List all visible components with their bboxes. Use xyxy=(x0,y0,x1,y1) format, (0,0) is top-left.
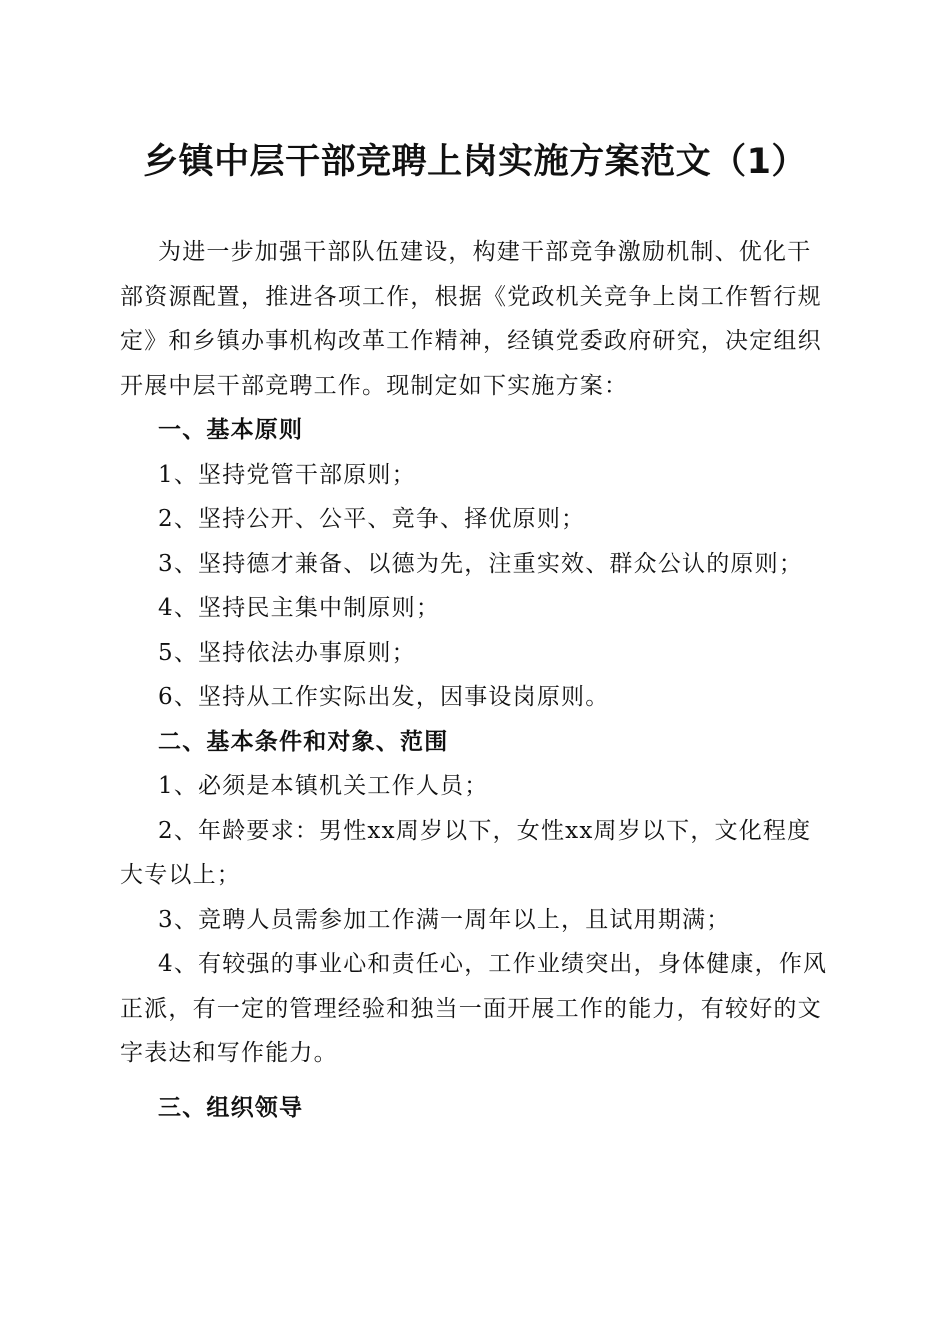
document-title: 乡镇中层干部竞聘上岗实施方案范文（1） xyxy=(143,142,807,182)
list-item: 5、坚持依法办事原则； xyxy=(158,639,416,666)
list-item: 1、必须是本镇机关工作人员； xyxy=(158,773,489,799)
list-item: 4、坚持民主集中制原则； xyxy=(158,595,441,621)
section-heading-principles: 一、基本原则 xyxy=(158,417,304,443)
section-heading-conditions: 二、基本条件和对象、范围 xyxy=(158,728,449,755)
list-item: 3、坚持德才兼备、以德为先，注重实效、群众公认的原则； xyxy=(158,550,804,577)
list-item: 2、坚持公开、公平、竞争、择优原则； xyxy=(158,506,586,532)
section-heading-leadership: 三、组织领导 xyxy=(158,1094,304,1121)
document-body xyxy=(120,230,835,1130)
intro-paragraph: 为进一步加强干部队伍建设，构建干部竞争激励机制、优化干部资源配置，推进各项工作，根据《党政机关竞争上岗工作暂行规定》和乡镇办事机构改革工作精神，经镇党委政府研究，决定组织开展中层干部竞聘工作。现制定如下实施方案： xyxy=(120,239,822,399)
list-item: 4、有较强的事业心和责任心，工作业绩突出，身体健康，作风正派，有一定的管理经验和独当一面开展工作的能力，有较好的文字表达和写作能力。 xyxy=(120,951,828,1066)
list-item: 1、坚持党管干部原则； xyxy=(158,461,416,488)
list-item: 2、年龄要求：男性xx周岁以下，女性xx周岁以下，文化程度大专以上； xyxy=(120,817,812,888)
list-item: 6、坚持从工作实际出发，因事设岗原则。 xyxy=(158,684,610,710)
list-item: 3、竞聘人员需参加工作满一周年以上，且试用期满； xyxy=(158,906,731,933)
